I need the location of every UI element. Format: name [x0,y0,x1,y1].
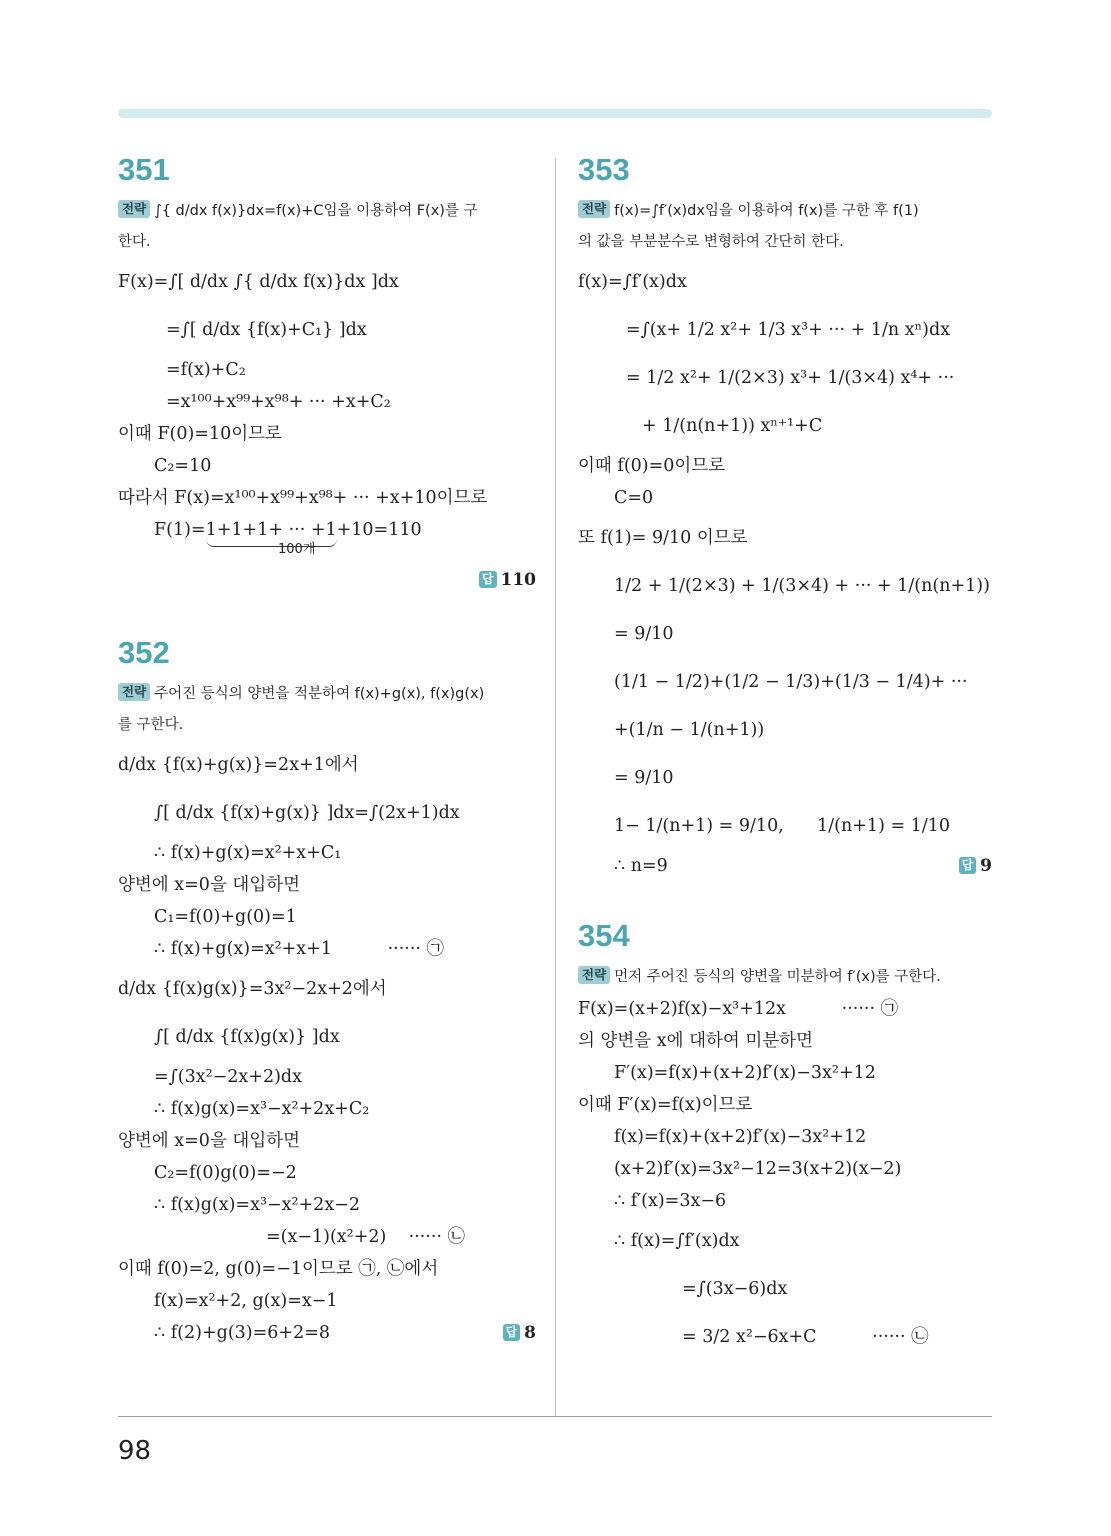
solution-line: F′(x)=f(x)+(x+2)f′(x)−3x²+12 [614,1063,876,1083]
solution-line: 의 양변을 x에 대하여 미분하면 [578,1031,813,1051]
solution-line [118,1317,536,1349]
column-divider [555,158,556,1416]
solution-line: f(x)=f(x)+(x+2)f′(x)−3x²+12 [614,1127,867,1147]
strategy-text [118,196,536,227]
solution-line: F(x)=(x+2)f(x)−x³+12x ······ ㉠ [578,999,899,1019]
solution-line: 1− 1/(n+1) = 9/10, 1/(n+1) = 1/10 [614,816,950,836]
problem-351 [118,150,536,595]
problem-354 [578,916,992,1361]
solution-line: (1/1 − 1/2)+(1/2 − 1/3)+(1/3 − 1/4)+ ··· [614,672,968,692]
answer [503,1317,536,1349]
solution-line: ∴ f(x)g(x)=x³−x²+2x−2 [154,1195,360,1215]
answer-badge: 답 [959,857,977,874]
strategy-badge: 전략 [578,966,610,984]
answer [959,850,992,882]
solution-line: =f(x)+C₂ [166,360,246,380]
solution-line: = 1/2 x²+ 1/(2×3) x³+ 1/(3×4) x⁴+ ··· [626,368,955,388]
strategy-badge: 전략 [118,200,150,218]
strategy-line: f(x)=∫f′(x)dx임을 이용하여 f(x)를 구한 후 f(1) [614,203,919,219]
solution-line: = 9/10 [614,624,674,644]
solution-line: 양변에 x=0을 대입하면 [118,875,301,895]
solution-line: = 9/10 [614,768,674,788]
strategy-text [578,962,992,993]
solution-line: 양변에 x=0을 대입하면 [118,1131,301,1151]
formula-part: +10=110 [336,520,422,540]
strategy-text [578,196,992,227]
solution-line: 이때 f(0)=0이므로 [578,456,726,476]
solution-line: (x+2)f′(x)=3x²−12=3(x+2)(x−2) [614,1159,902,1179]
solution-line: 또 f(1)= 9/10 이므로 [578,528,748,548]
strategy-line: 를 구한다. [118,717,184,733]
solution-line: C₂=10 [154,456,212,476]
formula-part: ∴ n=9 [614,856,668,876]
solution-line: C=0 [614,488,654,508]
solution-line: f(x)=∫f′(x)dx [578,272,687,292]
solution-line: = 3/2 x²−6x+C ······ ㉡ [682,1327,929,1347]
strategy-line: 주어진 등식의 양변을 적분하여 f(x)+g(x), f(x)g(x) [154,686,485,702]
solution-line: =∫(x+ 1/2 x²+ 1/3 x³+ ··· + 1/n xⁿ)dx [626,320,951,340]
strategy-line: ∫{ d/dx f(x)}dx=f(x)+C임을 이용하여 F(x)를 구 [154,203,478,219]
problem-number: 354 [578,918,630,953]
left-column [118,150,536,1349]
underbrace-sum: 1+1+1+ ··· +1 [206,514,337,547]
solution-line: ∴ f(x)+g(x)=x²+x+1 ······ ㉠ [154,939,445,959]
solution-line: ∴ f(x)+g(x)=x²+x+C₁ [154,843,342,863]
header-bar [118,109,992,118]
strategy-line: 먼저 주어진 등식의 양변을 미분하여 f′(x)를 구한다. [614,969,941,985]
solution-line: 이때 F′(x)=f(x)이므로 [578,1095,753,1115]
answer-value: 110 [500,570,536,590]
solution-line: d/dx {f(x)g(x)}=3x²−2x+2에서 [118,979,387,999]
brace-note: 100개 [278,542,316,557]
solution-line: =(x−1)(x²+2) ······ ㉡ [266,1227,466,1247]
strategy-badge: 전략 [118,683,150,701]
solution-line: =∫(3x²−2x+2)dx [154,1067,302,1087]
page-number: 98 [118,1436,152,1466]
strategy-line: 의 값을 부분분수로 변형하여 간단히 한다. [578,234,844,250]
right-column [578,150,992,1361]
solution-line: =∫(3x−6)dx [682,1279,788,1299]
solution-line: C₁=f(0)+g(0)=1 [154,907,297,927]
strategy-text [118,679,536,710]
solution-line: =x¹⁰⁰+x⁹⁹+x⁹⁸+ ··· +x+C₂ [166,392,391,412]
answer [118,565,536,595]
answer-badge: 답 [503,1324,521,1341]
solution-line: d/dx {f(x)+g(x)}=2x+1에서 [118,755,359,775]
solution-line: =∫[ d/dx {f(x)+C₁} ]dx [166,320,367,340]
strategy-line: 한다. [118,234,151,250]
formula-part: ∴ f(2)+g(3)=6+2=8 [154,1323,331,1343]
solution-line: ∴ f(x)=∫f′(x)dx [614,1231,740,1251]
solution-line: 1/2 + 1/(2×3) + 1/(3×4) + ··· + 1/(n(n+1)) [614,576,990,596]
strategy-badge: 전략 [578,200,610,218]
solution-line: +(1/n − 1/(n+1)) [614,720,765,740]
solution-line: 따라서 F(x)=x¹⁰⁰+x⁹⁹+x⁹⁸+ ··· +x+10이므로 [118,488,488,508]
solution-line [578,850,992,882]
solution-line: ∫[ d/dx {f(x)g(x)} ]dx [154,1027,340,1047]
problem-353 [578,150,992,882]
problem-352 [118,633,536,1349]
answer-badge: 답 [479,571,497,588]
solution-line: ∴ f′(x)=3x−6 [614,1191,727,1211]
solution-line: ∴ f(x)g(x)=x³−x²+2x+C₂ [154,1099,370,1119]
answer-value: 9 [980,856,992,876]
solution-line: f(x)=x²+2, g(x)=x−1 [154,1291,338,1311]
formula-part: F(1)= [154,520,206,540]
solution-line: ∫[ d/dx {f(x)+g(x)} ]dx=∫(2x+1)dx [154,803,460,823]
solution-line: C₂=f(0)g(0)=−2 [154,1163,297,1183]
footer-rule [118,1416,992,1417]
solution-line: 이때 f(0)=2, g(0)=−1이므로 ㉠, ㉡에서 [118,1259,439,1279]
solution-line: 이때 F(0)=10이므로 [118,424,282,444]
problem-number: 352 [118,635,170,670]
problem-number: 353 [578,152,630,187]
answer-value: 8 [524,1323,536,1343]
solution-line: F(x)=∫[ d/dx ∫{ d/dx f(x)}dx ]dx [118,272,399,292]
solution-line: + 1/(n(n+1)) xⁿ⁺¹+C [642,416,823,436]
problem-number: 351 [118,152,170,187]
